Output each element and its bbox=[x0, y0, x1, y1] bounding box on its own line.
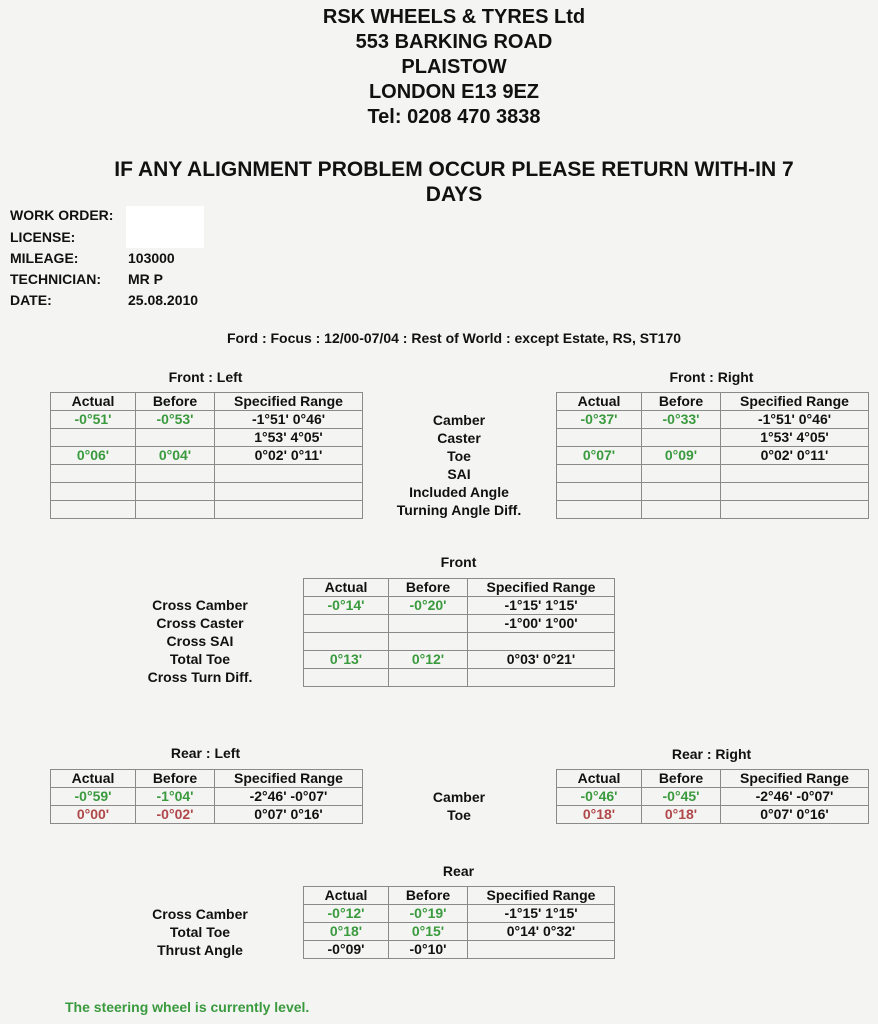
col-range: Specified Range bbox=[215, 393, 363, 411]
table-row bbox=[557, 501, 869, 519]
actual-cell bbox=[557, 483, 642, 501]
table-row bbox=[557, 788, 869, 806]
range-cell bbox=[215, 501, 363, 519]
rear-right-title: Rear : Right bbox=[671, 746, 752, 762]
before-cell: 0°04' bbox=[136, 447, 215, 465]
label-cross-caster: Cross Caster bbox=[156, 615, 244, 631]
table-row bbox=[51, 447, 363, 465]
redaction-box bbox=[126, 206, 204, 248]
col-before: Before bbox=[642, 770, 721, 788]
actual-cell: -0°51' bbox=[51, 411, 136, 429]
before-cell: 0°18' bbox=[642, 806, 721, 824]
before-cell bbox=[642, 483, 721, 501]
col-range: Specified Range bbox=[215, 770, 363, 788]
label-included-angle: Included Angle bbox=[409, 484, 509, 500]
col-range: Specified Range bbox=[468, 887, 615, 905]
technician-value: MR P bbox=[128, 271, 163, 287]
range-cell bbox=[721, 501, 869, 519]
before-cell: -0°20' bbox=[389, 597, 468, 615]
telephone: Tel: 0208 470 3838 bbox=[367, 106, 541, 128]
range-cell bbox=[468, 941, 615, 959]
actual-cell: 0°07' bbox=[557, 447, 642, 465]
address-line-3: LONDON E13 9EZ bbox=[368, 81, 540, 103]
table-row bbox=[304, 923, 615, 941]
actual-cell bbox=[51, 483, 136, 501]
rear-cross-table bbox=[303, 886, 615, 959]
col-before: Before bbox=[136, 770, 215, 788]
before-cell: -0°02' bbox=[136, 806, 215, 824]
label-cross-sai: Cross SAI bbox=[166, 633, 234, 649]
rear-left-table bbox=[50, 769, 363, 824]
front-left-table bbox=[50, 392, 363, 519]
actual-cell: 0°18' bbox=[304, 923, 389, 941]
table-row bbox=[304, 633, 615, 651]
actual-cell bbox=[557, 429, 642, 447]
range-cell bbox=[468, 669, 615, 687]
before-cell bbox=[389, 615, 468, 633]
actual-cell: 0°13' bbox=[304, 651, 389, 669]
col-range: Specified Range bbox=[468, 579, 615, 597]
table-row bbox=[51, 788, 363, 806]
front-cross-title: Front bbox=[440, 554, 477, 570]
label-turning-angle-diff: Turning Angle Diff. bbox=[396, 502, 522, 518]
col-before: Before bbox=[136, 393, 215, 411]
label-rear-camber: Camber bbox=[432, 789, 486, 805]
before-cell bbox=[642, 465, 721, 483]
before-cell bbox=[642, 429, 721, 447]
before-cell bbox=[136, 483, 215, 501]
actual-cell: -0°12' bbox=[304, 905, 389, 923]
actual-cell: 0°18' bbox=[557, 806, 642, 824]
front-right-table bbox=[556, 392, 869, 519]
address-line-2: PLAISTOW bbox=[401, 56, 507, 78]
range-cell: 0°14' 0°32' bbox=[468, 923, 615, 941]
col-before: Before bbox=[642, 393, 721, 411]
col-actual: Actual bbox=[557, 770, 642, 788]
label-camber: Camber bbox=[432, 412, 486, 428]
table-row bbox=[304, 941, 615, 959]
range-cell: 0°03' 0°21' bbox=[468, 651, 615, 669]
range-cell: 1°53' 4°05' bbox=[721, 429, 869, 447]
before-cell: 0°12' bbox=[389, 651, 468, 669]
before-cell bbox=[136, 429, 215, 447]
actual-cell bbox=[51, 465, 136, 483]
table-row bbox=[51, 429, 363, 447]
before-cell bbox=[642, 501, 721, 519]
address-line-1: 553 BARKING ROAD bbox=[355, 31, 553, 53]
col-actual: Actual bbox=[557, 393, 642, 411]
range-cell bbox=[468, 633, 615, 651]
table-row bbox=[557, 411, 869, 429]
label-rear-toe: Toe bbox=[447, 807, 471, 823]
range-cell bbox=[215, 465, 363, 483]
range-cell: -1°51' 0°46' bbox=[215, 411, 363, 429]
label-total-toe: Total Toe bbox=[169, 651, 231, 667]
table-row bbox=[51, 501, 363, 519]
table-row bbox=[304, 615, 615, 633]
notice-line-2: DAYS bbox=[425, 183, 483, 206]
label-sai: SAI bbox=[447, 466, 471, 482]
label-cross-turn-diff: Cross Turn Diff. bbox=[147, 669, 253, 685]
range-cell: -1°00' 1°00' bbox=[468, 615, 615, 633]
table-row bbox=[304, 905, 615, 923]
actual-cell: -0°14' bbox=[304, 597, 389, 615]
before-cell: -0°45' bbox=[642, 788, 721, 806]
table-row bbox=[51, 806, 363, 824]
col-actual: Actual bbox=[304, 887, 389, 905]
license-label: LICENSE: bbox=[10, 229, 76, 245]
range-cell bbox=[721, 465, 869, 483]
before-cell: 0°09' bbox=[642, 447, 721, 465]
table-row bbox=[304, 597, 615, 615]
actual-cell bbox=[557, 501, 642, 519]
rear-cross-title: Rear bbox=[442, 863, 475, 879]
range-cell: -1°15' 1°15' bbox=[468, 905, 615, 923]
range-cell bbox=[721, 483, 869, 501]
actual-cell bbox=[557, 465, 642, 483]
work-order-label: WORK ORDER: bbox=[10, 207, 114, 223]
front-right-title: Front : Right bbox=[669, 369, 754, 385]
actual-cell bbox=[304, 669, 389, 687]
notice-line-1: IF ANY ALIGNMENT PROBLEM OCCUR PLEASE RETURN WITH-IN 7 bbox=[114, 158, 794, 181]
actual-cell: 0°00' bbox=[51, 806, 136, 824]
label-caster: Caster bbox=[437, 430, 481, 446]
table-row bbox=[304, 669, 615, 687]
label-thrust-angle: Thrust Angle bbox=[157, 942, 243, 958]
table-row bbox=[557, 465, 869, 483]
before-cell bbox=[136, 501, 215, 519]
actual-cell bbox=[51, 501, 136, 519]
table-row bbox=[557, 447, 869, 465]
range-cell: -1°51' 0°46' bbox=[721, 411, 869, 429]
before-cell bbox=[389, 633, 468, 651]
table-row bbox=[51, 465, 363, 483]
before-cell bbox=[389, 669, 468, 687]
actual-cell: -0°37' bbox=[557, 411, 642, 429]
col-actual: Actual bbox=[51, 393, 136, 411]
actual-cell: -0°59' bbox=[51, 788, 136, 806]
label-rear-cross-camber: Cross Camber bbox=[152, 906, 248, 922]
front-cross-table bbox=[303, 578, 615, 687]
col-before: Before bbox=[389, 887, 468, 905]
table-row bbox=[51, 411, 363, 429]
date-label: DATE: bbox=[10, 292, 52, 308]
range-cell: -2°46' -0°07' bbox=[215, 788, 363, 806]
before-cell: -0°53' bbox=[136, 411, 215, 429]
label-toe: Toe bbox=[447, 448, 471, 464]
rear-right-table bbox=[556, 769, 869, 824]
range-cell: -2°46' -0°07' bbox=[721, 788, 869, 806]
range-cell: 0°02' 0°11' bbox=[721, 447, 869, 465]
actual-cell: 0°06' bbox=[51, 447, 136, 465]
table-row bbox=[557, 483, 869, 501]
table-row bbox=[304, 651, 615, 669]
vehicle-description: Ford : Focus : 12/00-07/04 : Rest of World : except Estate, RS, ST170 bbox=[226, 330, 682, 346]
col-before: Before bbox=[389, 579, 468, 597]
before-cell: -0°10' bbox=[389, 941, 468, 959]
before-cell: -0°19' bbox=[389, 905, 468, 923]
before-cell: 0°15' bbox=[389, 923, 468, 941]
mileage-value: 103000 bbox=[128, 250, 175, 266]
table-row bbox=[51, 483, 363, 501]
actual-cell bbox=[51, 429, 136, 447]
steering-wheel-note: The steering wheel is currently level. bbox=[65, 999, 310, 1015]
before-cell: -1°04' bbox=[136, 788, 215, 806]
col-range: Specified Range bbox=[721, 770, 869, 788]
col-range: Specified Range bbox=[721, 393, 869, 411]
actual-cell bbox=[304, 615, 389, 633]
front-left-title: Front : Left bbox=[168, 369, 243, 385]
range-cell: 0°07' 0°16' bbox=[215, 806, 363, 824]
technician-label: TECHNICIAN: bbox=[10, 271, 101, 287]
table-row bbox=[557, 429, 869, 447]
range-cell: 1°53' 4°05' bbox=[215, 429, 363, 447]
company-name: RSK WHEELS & TYRES Ltd bbox=[322, 6, 586, 28]
range-cell: 0°02' 0°11' bbox=[215, 447, 363, 465]
before-cell bbox=[136, 465, 215, 483]
actual-cell: -0°09' bbox=[304, 941, 389, 959]
col-actual: Actual bbox=[51, 770, 136, 788]
table-row bbox=[557, 806, 869, 824]
mileage-label: MILEAGE: bbox=[10, 250, 79, 266]
actual-cell: -0°46' bbox=[557, 788, 642, 806]
range-cell bbox=[215, 483, 363, 501]
label-cross-camber: Cross Camber bbox=[152, 597, 248, 613]
range-cell: -1°15' 1°15' bbox=[468, 597, 615, 615]
label-rear-total-toe: Total Toe bbox=[169, 924, 231, 940]
date-value: 25.08.2010 bbox=[128, 292, 199, 308]
range-cell: 0°07' 0°16' bbox=[721, 806, 869, 824]
actual-cell bbox=[304, 633, 389, 651]
rear-left-title: Rear : Left bbox=[170, 745, 241, 761]
col-actual: Actual bbox=[304, 579, 389, 597]
before-cell: -0°33' bbox=[642, 411, 721, 429]
